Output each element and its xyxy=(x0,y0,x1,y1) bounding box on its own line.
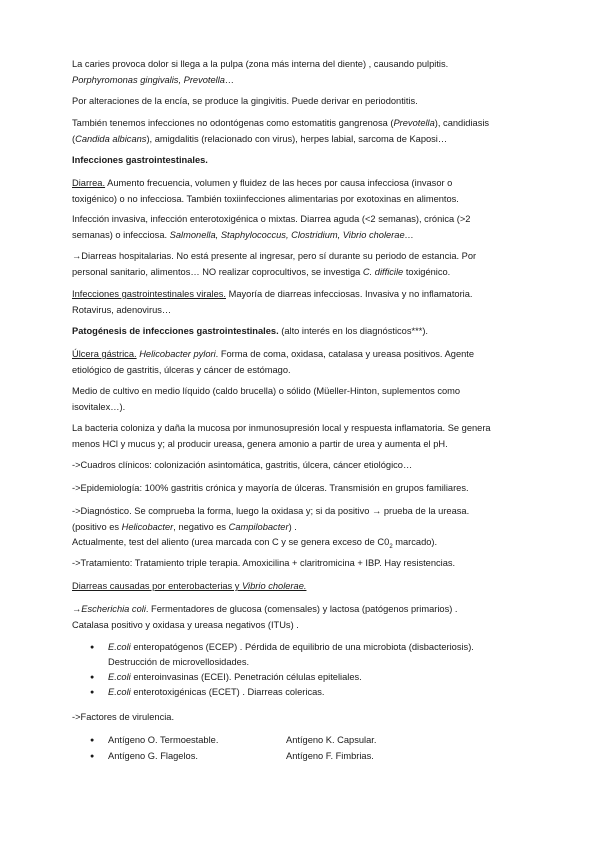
paragraph-clinical: ->Cuadros clínicos: colonización asintomática, gastritis, úlcera, cáncer etiológico… xyxy=(72,460,413,470)
text-italic: Salmonella, Staphylococcus, Clostridium, Vibrio cholerae… xyxy=(169,229,414,240)
paragraph-culture-medium xyxy=(72,384,532,415)
text-italic: C. difficile xyxy=(362,266,404,277)
text-segment: Infección invasiva, infección enterotoxigénica o mixtas. Diarrea aguda (<2 semanas), crónica (>2 xyxy=(72,214,471,224)
text-segment: Aumento frecuencia, volumen y fluidez de las heces por causa infecciosa (invasor o xyxy=(105,178,453,188)
text-segment: ), amigdalitis (relacionado con virus), herpes labial, sarcoma de Kaposi… xyxy=(146,133,448,144)
text-segment: semanas) o infecciosa. xyxy=(72,229,170,240)
antigen-left: Antígeno O. Termoestable. xyxy=(108,735,219,745)
paragraph-gastric-ulcer xyxy=(72,347,532,378)
text-italic: E.coli xyxy=(108,642,131,652)
text-italic: E.coli xyxy=(108,672,131,682)
text-italic: Candida albicans xyxy=(75,133,147,144)
paragraph-invasive-infection xyxy=(72,212,532,243)
text-line: La caries provoca dolor si llega a la pulpa (zona más interna del diente) , causando pulpitis. xyxy=(72,59,449,69)
list-item xyxy=(90,670,474,685)
antigen-right: Antígeno F. Fimbrias. xyxy=(286,750,374,761)
text-segment: ), candidiasis xyxy=(434,118,490,128)
paragraph-treatment: ->Tratamiento: Tratamiento triple terapia. Amoxicilina + claritromicina + IBP. Hay resistencias. xyxy=(72,558,456,568)
text-segment: enterotoxigénicas (ECET) . Diarreas colericas. xyxy=(130,687,325,697)
paragraph-non-odontogenic xyxy=(72,116,532,147)
text-segment: toxigénico) o no infecciosa. También toxiinfecciones alimentarias por exotoxinas en alimentos. xyxy=(72,193,459,204)
text-segment: personal sanitario, alimentos… NO realizar coprocultivos, se investiga xyxy=(72,266,363,277)
list-item xyxy=(90,733,510,749)
subscript: 2 xyxy=(389,543,393,550)
text-segment: ( xyxy=(72,133,76,144)
text-segment: marcado). xyxy=(392,537,438,547)
text-italic: Escherichia coli xyxy=(81,604,146,614)
paragraph-caries xyxy=(72,57,532,88)
text-segment: Diarreas causadas por enterobacterias y xyxy=(72,581,243,591)
text-segment: isovitalex…). xyxy=(72,401,126,412)
text-segment: enteroinvasinas (ECEI). Penetración células epiteliales. xyxy=(130,672,362,682)
bold-heading: Patogénesis de infecciones gastrointestinales. xyxy=(72,326,279,336)
underlined-title: Infecciones gastrointestinales virales. xyxy=(72,289,226,299)
text-segment: toxigénico. xyxy=(403,266,451,277)
paragraph-viral-infections xyxy=(72,287,532,318)
section-heading-enterobacteria xyxy=(72,579,532,595)
text-segment: Destrucción de microvellosidades. xyxy=(108,657,250,667)
text-segment: (alto interés en los diagnósticos***). xyxy=(278,326,429,336)
text-italic: Campilobacter xyxy=(228,521,289,532)
heading-gastrointestinal: Infecciones gastrointestinales. xyxy=(72,155,208,165)
arrow-icon: → xyxy=(72,604,82,614)
text-segment: Rotavirus, adenovirus… xyxy=(72,304,172,315)
text-segment: →Diarreas hospitalarias. No está presente al ingresar, pero sí durante su periodo de estancia. Por xyxy=(72,251,477,261)
paragraph-gingivitis: Por alteraciones de la encía, se produce la gingivitis. Puede derivar en periodontitis. xyxy=(72,96,418,106)
list-item xyxy=(90,685,474,700)
text-segment: etiológico de gastritis, úlceras y cáncer de estómago. xyxy=(72,364,291,375)
text-segment: Catalasa positivo y oxidasa y ureasa negativos (ITUs) . xyxy=(72,619,299,630)
text-segment: enteropatógenos (ECEP) . Pérdida de equilibrio de una microbiota (disbacteriosis). xyxy=(130,642,474,652)
paragraph-ecoli xyxy=(72,602,532,633)
paragraph-diarrea xyxy=(72,176,532,207)
text-italic: E.coli xyxy=(108,687,131,697)
text-segment: , negativo es xyxy=(173,521,229,532)
text-line-italic: Porphyromonas gingivalis, Prevotella… xyxy=(72,74,235,85)
antigen-list xyxy=(90,733,510,764)
paragraph-virulence: ->Factores de virulencia. xyxy=(72,712,175,722)
text-italic: Prevotella xyxy=(393,118,435,128)
paragraph-pathogenesis xyxy=(72,324,532,340)
list-item xyxy=(90,749,510,765)
text-segment: Mayoría de diarreas infecciosas. Invasiva y no inflamatoria. xyxy=(226,289,473,299)
text-segment: . Fermentadores de glucosa (comensales) y lactosa (patógenos primarios) . xyxy=(145,604,458,614)
text-italic: Helicobacter pylori xyxy=(139,349,216,359)
ecoli-type-list xyxy=(90,640,474,700)
text-segment: También tenemos infecciones no odontógenas como estomatitis gangrenosa ( xyxy=(72,118,394,128)
paragraph-colonization xyxy=(72,421,532,452)
text-segment: ->Diagnóstico. Se comprueba la forma, luego la oxidasa y; si da positivo → prueba de la ureasa. xyxy=(72,506,470,516)
text-italic: Helicobacter xyxy=(121,521,174,532)
text-segment: ) . xyxy=(288,521,297,532)
paragraph-hospital-diarrhea xyxy=(72,249,532,280)
paragraph-diagnosis xyxy=(72,504,532,551)
text-segment: menos HCl y mucus y; al producir ureasa, genera amonio a partir de urea y aumenta el pH. xyxy=(72,438,448,449)
text-segment: La bacteria coloniza y daña la mucosa por inmunosupresión local y respuesta inflamatoria. Se genera xyxy=(72,423,491,433)
underlined-title: Diarrea. xyxy=(72,178,106,188)
list-item xyxy=(90,640,474,670)
text-segment: (positivo es xyxy=(72,521,122,532)
text-segment: . Forma de coma, oxidasa, catalasa y ureasa positivos. Agente xyxy=(215,349,475,359)
text-segment: Actualmente, test del aliento (urea marcada con C y se genera exceso de C0 xyxy=(72,537,390,547)
paragraph-epidemiology: ->Epidemiología: 100% gastritis crónica y mayoría de úlceras. Transmisión en grupos familiares. xyxy=(72,483,469,493)
text-italic: Vibrio cholerae. xyxy=(242,581,307,591)
antigen-left: Antígeno G. Flagelos. xyxy=(108,750,198,761)
underlined-title: Úlcera gástrica. xyxy=(72,349,137,359)
antigen-right: Antígeno K. Capsular. xyxy=(286,735,377,745)
text-segment: Medio de cultivo en medio líquido (caldo brucella) o sólido (Müeller-Hinton, suplementos como xyxy=(72,386,461,396)
